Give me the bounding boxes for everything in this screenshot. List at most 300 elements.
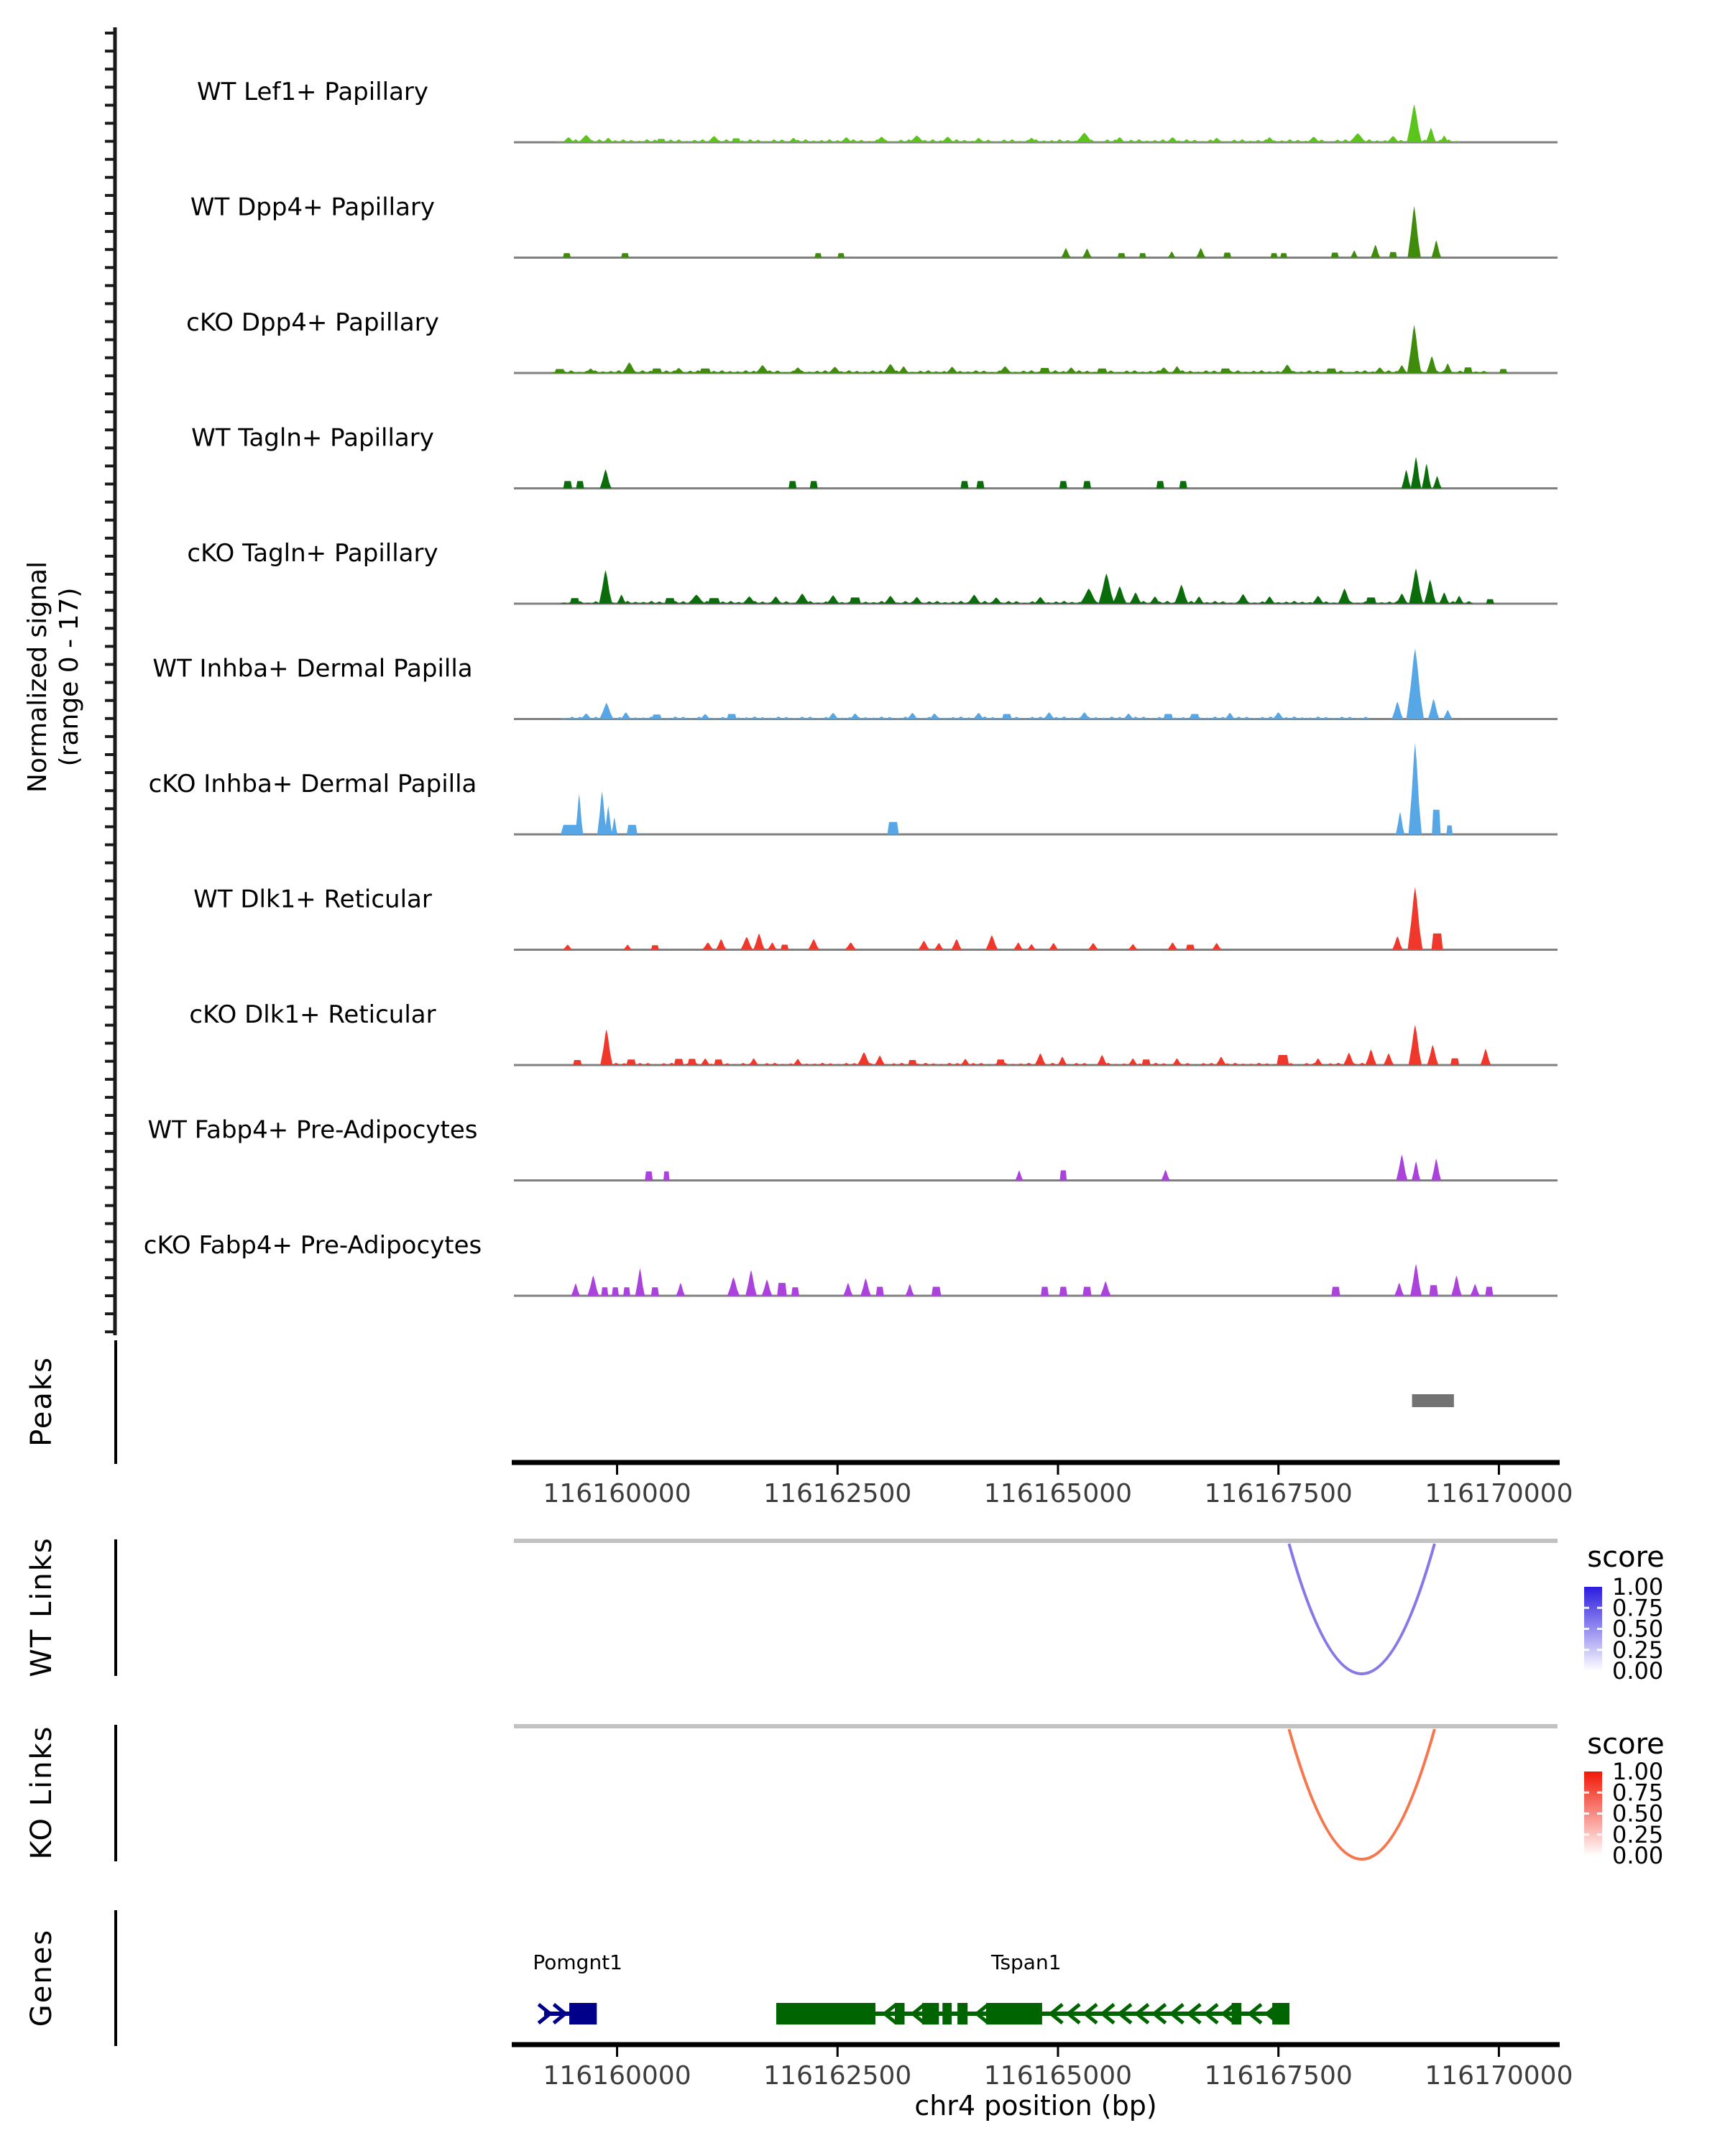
gene-exon (957, 2003, 967, 2024)
track-signal-peak (977, 481, 985, 488)
track-label: WT Dpp4+ Papillary (190, 193, 436, 222)
track-signal-peak (1407, 325, 1422, 373)
track-noise (1134, 139, 1144, 142)
track-signal-peak (1212, 138, 1223, 142)
track-signal-peak (1392, 936, 1403, 950)
track-noise (773, 371, 783, 374)
track-signal-peak (1439, 592, 1450, 604)
ko-links-arc (1289, 1729, 1435, 1859)
track-noise (1138, 717, 1149, 719)
track-signal-peak (1276, 1055, 1289, 1065)
ko-links-colorbar-tick (1597, 1792, 1602, 1794)
track-noise (816, 140, 827, 142)
track-label: WT Lef1+ Papillary (196, 78, 429, 106)
track-noise (662, 370, 672, 373)
track-signal-peak (635, 1268, 645, 1296)
ko-links-colorbar-tick (1597, 1833, 1602, 1835)
track-signal-peak (1156, 481, 1164, 488)
track-noise (1218, 602, 1228, 604)
track-signal-peak (1174, 585, 1189, 604)
track-noise (1150, 140, 1160, 142)
track-signal-peak (941, 137, 954, 142)
track-noise (1340, 139, 1351, 142)
track-signal-peak (714, 1059, 723, 1065)
gene-model-Pomgnt1 (533, 1950, 622, 2024)
track-noise (722, 139, 732, 142)
track-signal-peak (657, 139, 666, 142)
track-signal-peak (626, 1059, 636, 1065)
track-signal-peak (1343, 1053, 1355, 1065)
gene-exon (1272, 2003, 1289, 2024)
track-signal-peak (1432, 1158, 1442, 1180)
track-noise (1103, 139, 1113, 142)
track-signal-peak (843, 1283, 853, 1296)
track-signal-peak (792, 367, 804, 373)
track-noise (618, 139, 628, 142)
track-noise (1055, 139, 1065, 142)
track-noise (1209, 371, 1219, 373)
track-signal-peak (827, 713, 839, 719)
track-noise (717, 370, 727, 373)
track-signal-peak (663, 1171, 670, 1181)
track-noise (753, 139, 763, 142)
track-noise (1305, 370, 1315, 373)
wt-links-colorbar-tick (1597, 1607, 1602, 1609)
track-signal-peak (1331, 253, 1339, 258)
track-signal-peak (1002, 714, 1012, 719)
track-signal-peak (1471, 1284, 1481, 1296)
gene-exon (942, 2003, 952, 2024)
track-noise (1210, 601, 1220, 604)
track-label: WT Fabp4+ Pre-Adipocytes (147, 1115, 478, 1145)
track-noise (626, 140, 636, 142)
ko-score-legend-title: score (1587, 1728, 1665, 1761)
track-noise (1190, 140, 1200, 143)
track-noise (1024, 1063, 1034, 1065)
track-signal-peak (810, 481, 818, 488)
track-signal-peak (579, 135, 594, 142)
track-noise (1059, 717, 1070, 719)
track-signal-peak (990, 597, 1003, 604)
track-noise (877, 717, 887, 719)
track-noise (1360, 370, 1370, 373)
coverage-track-cko-dlk1 (189, 1000, 1558, 1065)
peaks-axis-tick-label: 116165000 (983, 1479, 1133, 1508)
track-signal-peak (623, 945, 632, 950)
track-noise (801, 139, 811, 142)
track-noise (777, 139, 787, 142)
track-signal-peak (857, 1052, 870, 1065)
track-noise (686, 371, 696, 373)
coverage-track-cko-fabp4 (144, 1231, 1558, 1296)
track-signal-peak (814, 253, 822, 257)
track-signal-peak (884, 596, 897, 604)
track-signal-peak (603, 138, 614, 142)
track-signal-peak (1427, 1045, 1438, 1065)
track-signal-peak (946, 367, 958, 373)
track-signal-peak (1396, 594, 1408, 604)
track-signal-peak (600, 1029, 612, 1065)
track-signal-peak (1034, 597, 1046, 604)
track-noise (594, 139, 604, 142)
wt-links-colorbar-tick (1584, 1628, 1589, 1630)
track-noise (896, 139, 906, 142)
track-signal-peak (1065, 367, 1077, 373)
track-signal-peak (973, 138, 984, 142)
track-signal-peak (1236, 594, 1249, 604)
track-signal-peak (911, 597, 923, 604)
track-signal-peak (1128, 1059, 1138, 1065)
track-signal-peak (1485, 1287, 1493, 1296)
coverage-track-wt-dlk1 (193, 885, 1558, 950)
wt-links-score-tick-label: 0.00 (1612, 1657, 1664, 1685)
track-noise (1107, 717, 1117, 719)
track-noise (1254, 140, 1264, 142)
track-signal-peak (716, 939, 727, 950)
track-signal-peak (888, 822, 899, 834)
track-noise (812, 371, 822, 373)
track-noise (845, 370, 855, 373)
track-signal-peak (1412, 1161, 1420, 1181)
track-signal-peak (1428, 699, 1440, 719)
x-axis-title: chr4 position (bp) (914, 2090, 1157, 2122)
track-noise (678, 602, 689, 604)
track-noise (1234, 717, 1244, 719)
track-signal-peak (1411, 457, 1422, 489)
genes-axis-tick-label: 116160000 (543, 2061, 691, 2091)
track-noise (999, 139, 1009, 142)
track-label: cKO Tagln+ Papillary (187, 539, 438, 568)
wt-links-colorbar-tick (1597, 1628, 1602, 1630)
track-signal-peak (1082, 249, 1092, 258)
track-signal-peak (732, 139, 740, 143)
track-signal-peak (570, 598, 580, 604)
track-noise (1333, 139, 1343, 142)
track-noise (750, 717, 760, 719)
track-noise (979, 371, 989, 373)
ko-links-colorbar-tick (1584, 1833, 1589, 1835)
track-label: WT Dlk1+ Reticular (193, 885, 432, 914)
track-signal-peak (1167, 137, 1179, 142)
track-signal-peak (1168, 252, 1176, 258)
track-noise (638, 370, 648, 373)
track-signal-peak (1212, 943, 1222, 949)
coverage-track-cko-inhba (149, 743, 1558, 834)
track-signal-peak (1041, 1287, 1049, 1296)
track-signal-peak (1097, 369, 1108, 373)
track-signal-peak (1455, 596, 1465, 604)
track-label: cKO Dlk1+ Reticular (189, 1000, 436, 1029)
track-signal-peak (876, 1287, 884, 1296)
track-signal-peak (1123, 714, 1134, 719)
wt-links-rail (514, 1539, 1558, 1543)
track-noise (1122, 371, 1132, 373)
track-noise (1233, 370, 1243, 373)
track-noise (932, 601, 942, 604)
track-signal-peak (808, 939, 819, 950)
track-signal-peak (563, 253, 571, 257)
track-noise (1285, 139, 1295, 142)
track-signal-peak (645, 1171, 653, 1181)
ko-links-score-tick-label: 0.75 (1612, 1779, 1664, 1807)
track-signal-peak (1463, 367, 1472, 373)
track-signal-peak (1432, 240, 1442, 257)
track-signal-peak (563, 137, 575, 142)
track-signal-peak (1118, 253, 1126, 257)
track-signal-peak (1407, 206, 1420, 258)
track-noise (591, 717, 600, 719)
track-signal-peak (1349, 134, 1367, 143)
ko-links-rail (514, 1724, 1558, 1728)
track-noise (647, 601, 657, 604)
ko-links-colorbar-tick (1584, 1792, 1589, 1794)
track-noise (901, 601, 911, 604)
track-signal-peak (1139, 253, 1146, 257)
track-signal-peak (1059, 481, 1067, 488)
track-noise (567, 717, 577, 719)
track-signal-peak (1088, 943, 1099, 949)
track-signal-peak (1113, 586, 1127, 604)
track-noise (1289, 717, 1300, 719)
track-noise (1028, 717, 1037, 719)
track-signal-peak (1409, 568, 1423, 604)
peaks-axis-tick-label: 116170000 (1425, 1479, 1573, 1508)
track-noise (820, 370, 830, 373)
track-noise (1230, 139, 1240, 142)
track-noise (1004, 601, 1014, 604)
coverage-track-wt-inhba (152, 648, 1558, 719)
track-label: cKO Fabp4+ Pre-Adipocytes (143, 1231, 482, 1260)
track-signal-peak (652, 714, 662, 719)
track-signal-peak (1443, 364, 1453, 373)
track-signal-peak (1271, 253, 1278, 257)
track-signal-peak (1326, 369, 1337, 373)
track-signal-peak (1389, 252, 1397, 258)
track-signal-peak (1424, 580, 1436, 604)
coverage-track-wt-fabp4 (148, 1116, 1558, 1181)
track-signal-peak (1407, 887, 1422, 949)
coverage-track-cko-tagln (187, 539, 1558, 604)
track-signal-peak (575, 794, 583, 834)
track-signal-peak (587, 1276, 599, 1296)
track-signal-peak (840, 137, 852, 142)
track-signal-peak (612, 818, 618, 834)
track-signal-peak (1264, 596, 1276, 604)
track-noise (916, 371, 926, 373)
track-signal-peak (1039, 368, 1050, 373)
track-noise (1082, 371, 1092, 373)
track-signal-peak (793, 1059, 803, 1065)
track-noise (1026, 370, 1036, 373)
track-noise (1051, 370, 1060, 373)
track-signal-peak (827, 595, 840, 604)
track-signal-peak (1410, 1264, 1422, 1296)
track-signal-peak (1172, 1059, 1182, 1065)
track-signal-peak (1426, 356, 1438, 373)
wt-links-score-tick-label: 0.50 (1612, 1615, 1664, 1643)
track-signal-peak (1013, 942, 1024, 949)
track-noise (1151, 1063, 1161, 1065)
track-signal-peak (960, 481, 968, 488)
track-signal-peak (1409, 743, 1422, 834)
track-noise (769, 139, 779, 142)
track-noise (818, 1063, 828, 1065)
track-noise (666, 139, 676, 142)
track-signal-peak (850, 714, 860, 719)
track-noise (1201, 370, 1211, 373)
track-signal-peak (554, 369, 565, 374)
track-noise (773, 717, 783, 719)
track-signal-peak (701, 1059, 711, 1065)
track-signal-peak (1432, 934, 1443, 950)
track-signal-peak (1223, 253, 1231, 258)
track-signal-peak (932, 1287, 942, 1296)
track-noise (741, 370, 751, 373)
track-signal-peak (1430, 1285, 1438, 1296)
track-signal-peak (745, 1270, 757, 1296)
track-signal-peak (1312, 596, 1324, 604)
track-signal-peak (1059, 1287, 1067, 1296)
track-noise (1384, 370, 1394, 373)
track-noise (1345, 717, 1355, 719)
track-noise (1313, 717, 1323, 719)
track-noise (1249, 371, 1259, 373)
track-signal-peak (688, 1059, 696, 1065)
track-signal-peak (564, 481, 572, 488)
track-signal-peak (1162, 1170, 1170, 1181)
track-signal-peak (875, 1056, 886, 1065)
track-noise (1312, 371, 1322, 373)
track-noise (1012, 602, 1022, 604)
track-noise (956, 717, 966, 719)
track-signal-peak (1220, 369, 1231, 373)
track-signal-peak (708, 598, 720, 604)
track-noise (1048, 1063, 1058, 1065)
wt-links-colorbar-tick (1597, 1649, 1602, 1651)
track-signal-peak (1450, 1059, 1459, 1065)
track-noise (566, 370, 576, 373)
track-noise (857, 140, 867, 143)
wt-links-score-tick-label: 0.75 (1612, 1594, 1664, 1622)
track-noise (643, 139, 653, 142)
section-label-genes: Genes (25, 1928, 58, 2027)
gene-exon (776, 2003, 875, 2024)
track-signal-peak (1371, 245, 1381, 258)
track-signal-peak (688, 595, 706, 604)
track-signal-peak (1432, 810, 1440, 834)
track-signal-peak (1313, 1059, 1323, 1065)
coverage-track-cko-dpp4 (186, 308, 1558, 373)
track-signal-peak (702, 942, 714, 949)
track-signal-peak (845, 942, 857, 949)
track-noise (806, 717, 816, 719)
section-label-wt-links: WT Links (25, 1537, 58, 1677)
track-signal-peak (627, 825, 638, 834)
track-signal-peak (860, 1279, 871, 1296)
track-signal-peak (1129, 592, 1141, 604)
track-signal-peak (676, 1283, 685, 1296)
track-noise (745, 139, 755, 142)
track-signal-peak (791, 1287, 799, 1296)
track-signal-peak (576, 481, 584, 488)
track-signal-peak (1307, 137, 1320, 142)
track-signal-peak (1164, 714, 1174, 719)
track-noise (1012, 717, 1022, 719)
track-noise (1257, 370, 1267, 373)
track-signal-peak (749, 1059, 759, 1065)
track-signal-peak (1079, 712, 1090, 719)
track-noise (1352, 371, 1362, 373)
section-label-peaks: Peaks (25, 1356, 58, 1447)
track-noise (1230, 1063, 1241, 1065)
track-signal-peak (1172, 367, 1182, 373)
track-noise (1106, 371, 1116, 374)
track-signal-peak (768, 942, 778, 949)
track-signal-peak (1049, 943, 1059, 949)
track-signal-peak (1499, 369, 1507, 374)
track-signal-peak (1386, 136, 1399, 142)
gene-exon (1232, 2003, 1241, 2024)
track-signal-peak (1196, 248, 1206, 257)
track-signal-peak (1392, 701, 1403, 719)
track-signal-peak (740, 937, 753, 950)
gene-exon (569, 2003, 597, 2024)
track-signal-peak (837, 253, 845, 257)
track-signal-peak (1351, 250, 1358, 257)
track-noise (614, 370, 624, 373)
ko-links-score-tick-label: 0.00 (1612, 1842, 1664, 1869)
section-label-ko-links: KO Links (25, 1725, 58, 1860)
track-signal-peak (623, 1287, 630, 1296)
track-signal-peak (599, 703, 614, 719)
track-noise (1361, 717, 1371, 719)
track-signal-peak (1443, 710, 1453, 719)
wt-links-score-tick-label: 1.00 (1612, 1573, 1664, 1600)
track-signal-peak (907, 713, 919, 719)
signal-axis-label (22, 561, 86, 793)
track-signal-peak (1396, 812, 1404, 834)
track-signal-peak (952, 939, 962, 950)
track-signal-peak (727, 714, 737, 719)
gene-name-label: Pomgnt1 (533, 1950, 622, 1974)
track-signal-peak (1486, 599, 1494, 604)
track-signal-peak (1366, 1049, 1377, 1065)
track-noise (674, 139, 684, 142)
track-noise (1238, 139, 1248, 142)
track-noise (671, 717, 681, 719)
track-signal-peak (1402, 470, 1412, 489)
ko-links-colorbar-tick (1584, 1812, 1589, 1815)
track-signal-peak (1225, 713, 1236, 719)
track-signal-peak (674, 1059, 684, 1065)
genes-axis-line (512, 2042, 1560, 2047)
track-signal-peak (742, 596, 757, 604)
gene-exon (986, 2003, 1042, 2024)
track-signal-peak (1061, 248, 1071, 257)
ko-links-score-tick-label: 1.00 (1612, 1758, 1664, 1785)
track-signal-peak (898, 367, 909, 373)
track-signal-peak (1100, 1281, 1111, 1296)
track-signal-peak (665, 598, 676, 604)
track-signal-peak (707, 136, 722, 142)
track-signal-peak (581, 714, 592, 719)
track-signal-peak (1035, 1054, 1046, 1065)
track-signal-peak (651, 1287, 659, 1296)
track-noise (1059, 601, 1070, 604)
track-noise (690, 140, 700, 143)
track-noise (1455, 371, 1466, 373)
track-signal-peak (1426, 128, 1437, 142)
